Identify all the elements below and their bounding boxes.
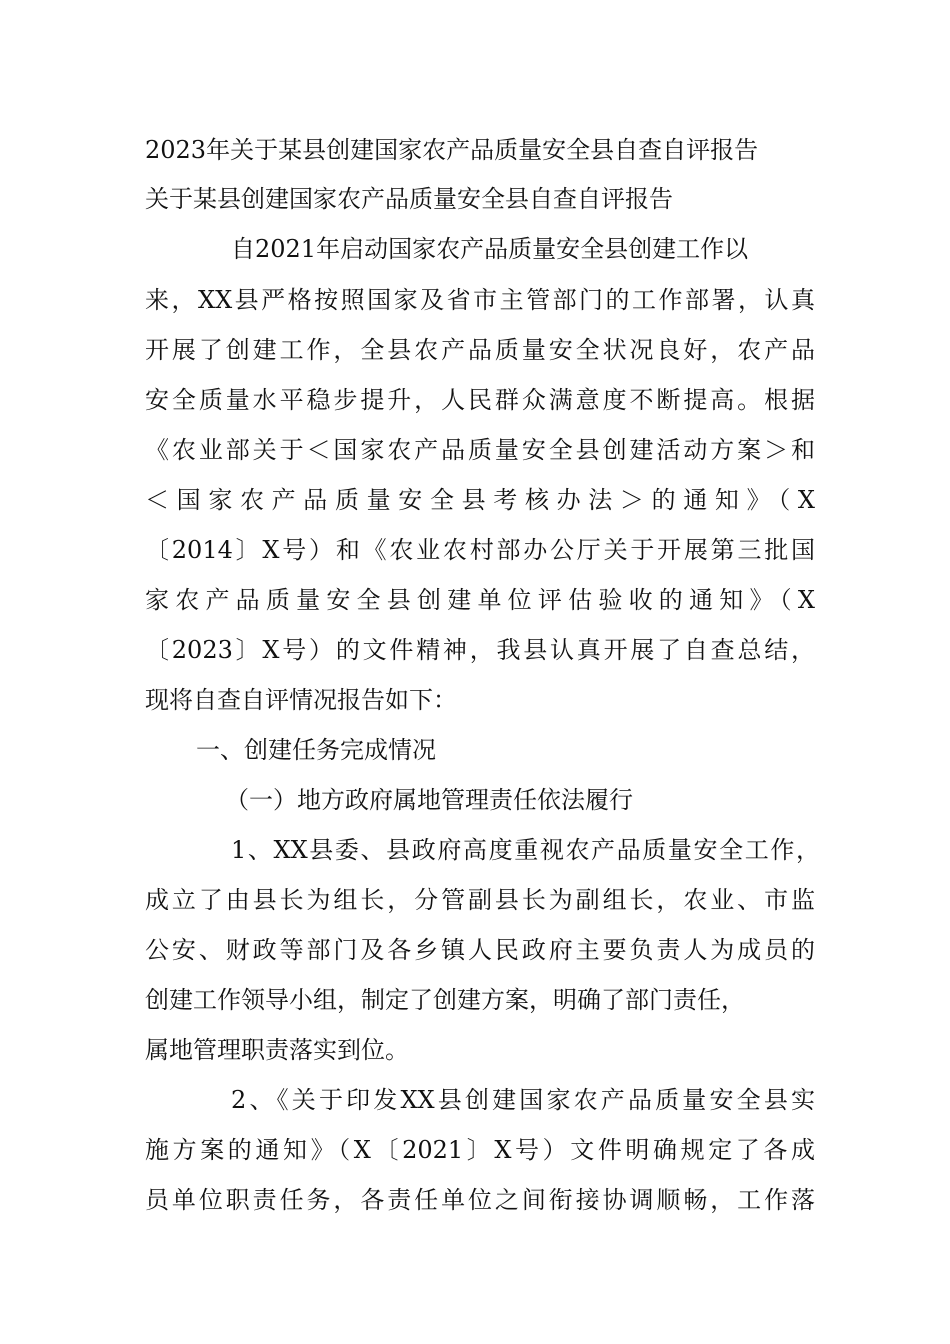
paragraph-line: 家农产品质量安全县创建单位评估验收的通知》（X [145, 586, 815, 614]
paragraph-line: 安全质量水平稳步提升，人民群众满意度不断提高。根据 [145, 386, 815, 414]
document-title: 2023年关于某县创建国家农产品质量安全县自查自评报告 [145, 136, 759, 164]
paragraph-line: 开展了创建工作，全县农产品质量安全状况良好，农产品 [145, 336, 815, 364]
paragraph-line: 员单位职责任务，各责任单位之间衔接协调顺畅，工作落 [145, 1186, 815, 1214]
paragraph-line: 公安、财政等部门及各乡镇人民政府主要负责人为成员的 [145, 936, 815, 964]
paragraph-line: 施方案的通知》（X〔2021〕X号）文件明确规定了各成 [145, 1136, 815, 1164]
paragraph-line: 〔2023〕X号）的文件精神，我县认真开展了自查总结， [145, 636, 815, 664]
paragraph-line: ＜国家农产品质量安全县考核办法＞的通知》（X [145, 486, 815, 514]
subsection-heading: （一）地方政府属地管理责任依法履行 [225, 786, 633, 814]
document-subtitle: 关于某县创建国家农产品质量安全县自查自评报告 [145, 185, 673, 213]
paragraph-line: 属地管理职责落实到位。 [145, 1036, 409, 1064]
paragraph-line: 成立了由县长为组长，分管副县长为副组长，农业、市监 [145, 886, 815, 914]
section-heading: 一、创建任务完成情况 [196, 736, 436, 764]
paragraph-line: 现将自查自评情况报告如下： [145, 686, 457, 714]
paragraph-line: 2、《关于印发XX县创建国家农产品质量安全县实 [231, 1086, 815, 1114]
paragraph-line: 创建工作领导小组，制定了创建方案，明确了部门责任， [145, 986, 745, 1014]
paragraph-line: 1、XX县委、县政府高度重视农产品质量安全工作， [231, 836, 820, 864]
paragraph-line: 自2021年启动国家农产品质量安全县创建工作以 [231, 235, 749, 263]
paragraph-line: 来，XX县严格按照国家及省市主管部门的工作部署，认真 [145, 286, 815, 314]
paragraph-line: 〔2014〕X号）和《农业农村部办公厅关于开展第三批国 [145, 536, 815, 564]
paragraph-line: 《农业部关于＜国家农产品质量安全县创建活动方案＞和 [145, 436, 815, 464]
